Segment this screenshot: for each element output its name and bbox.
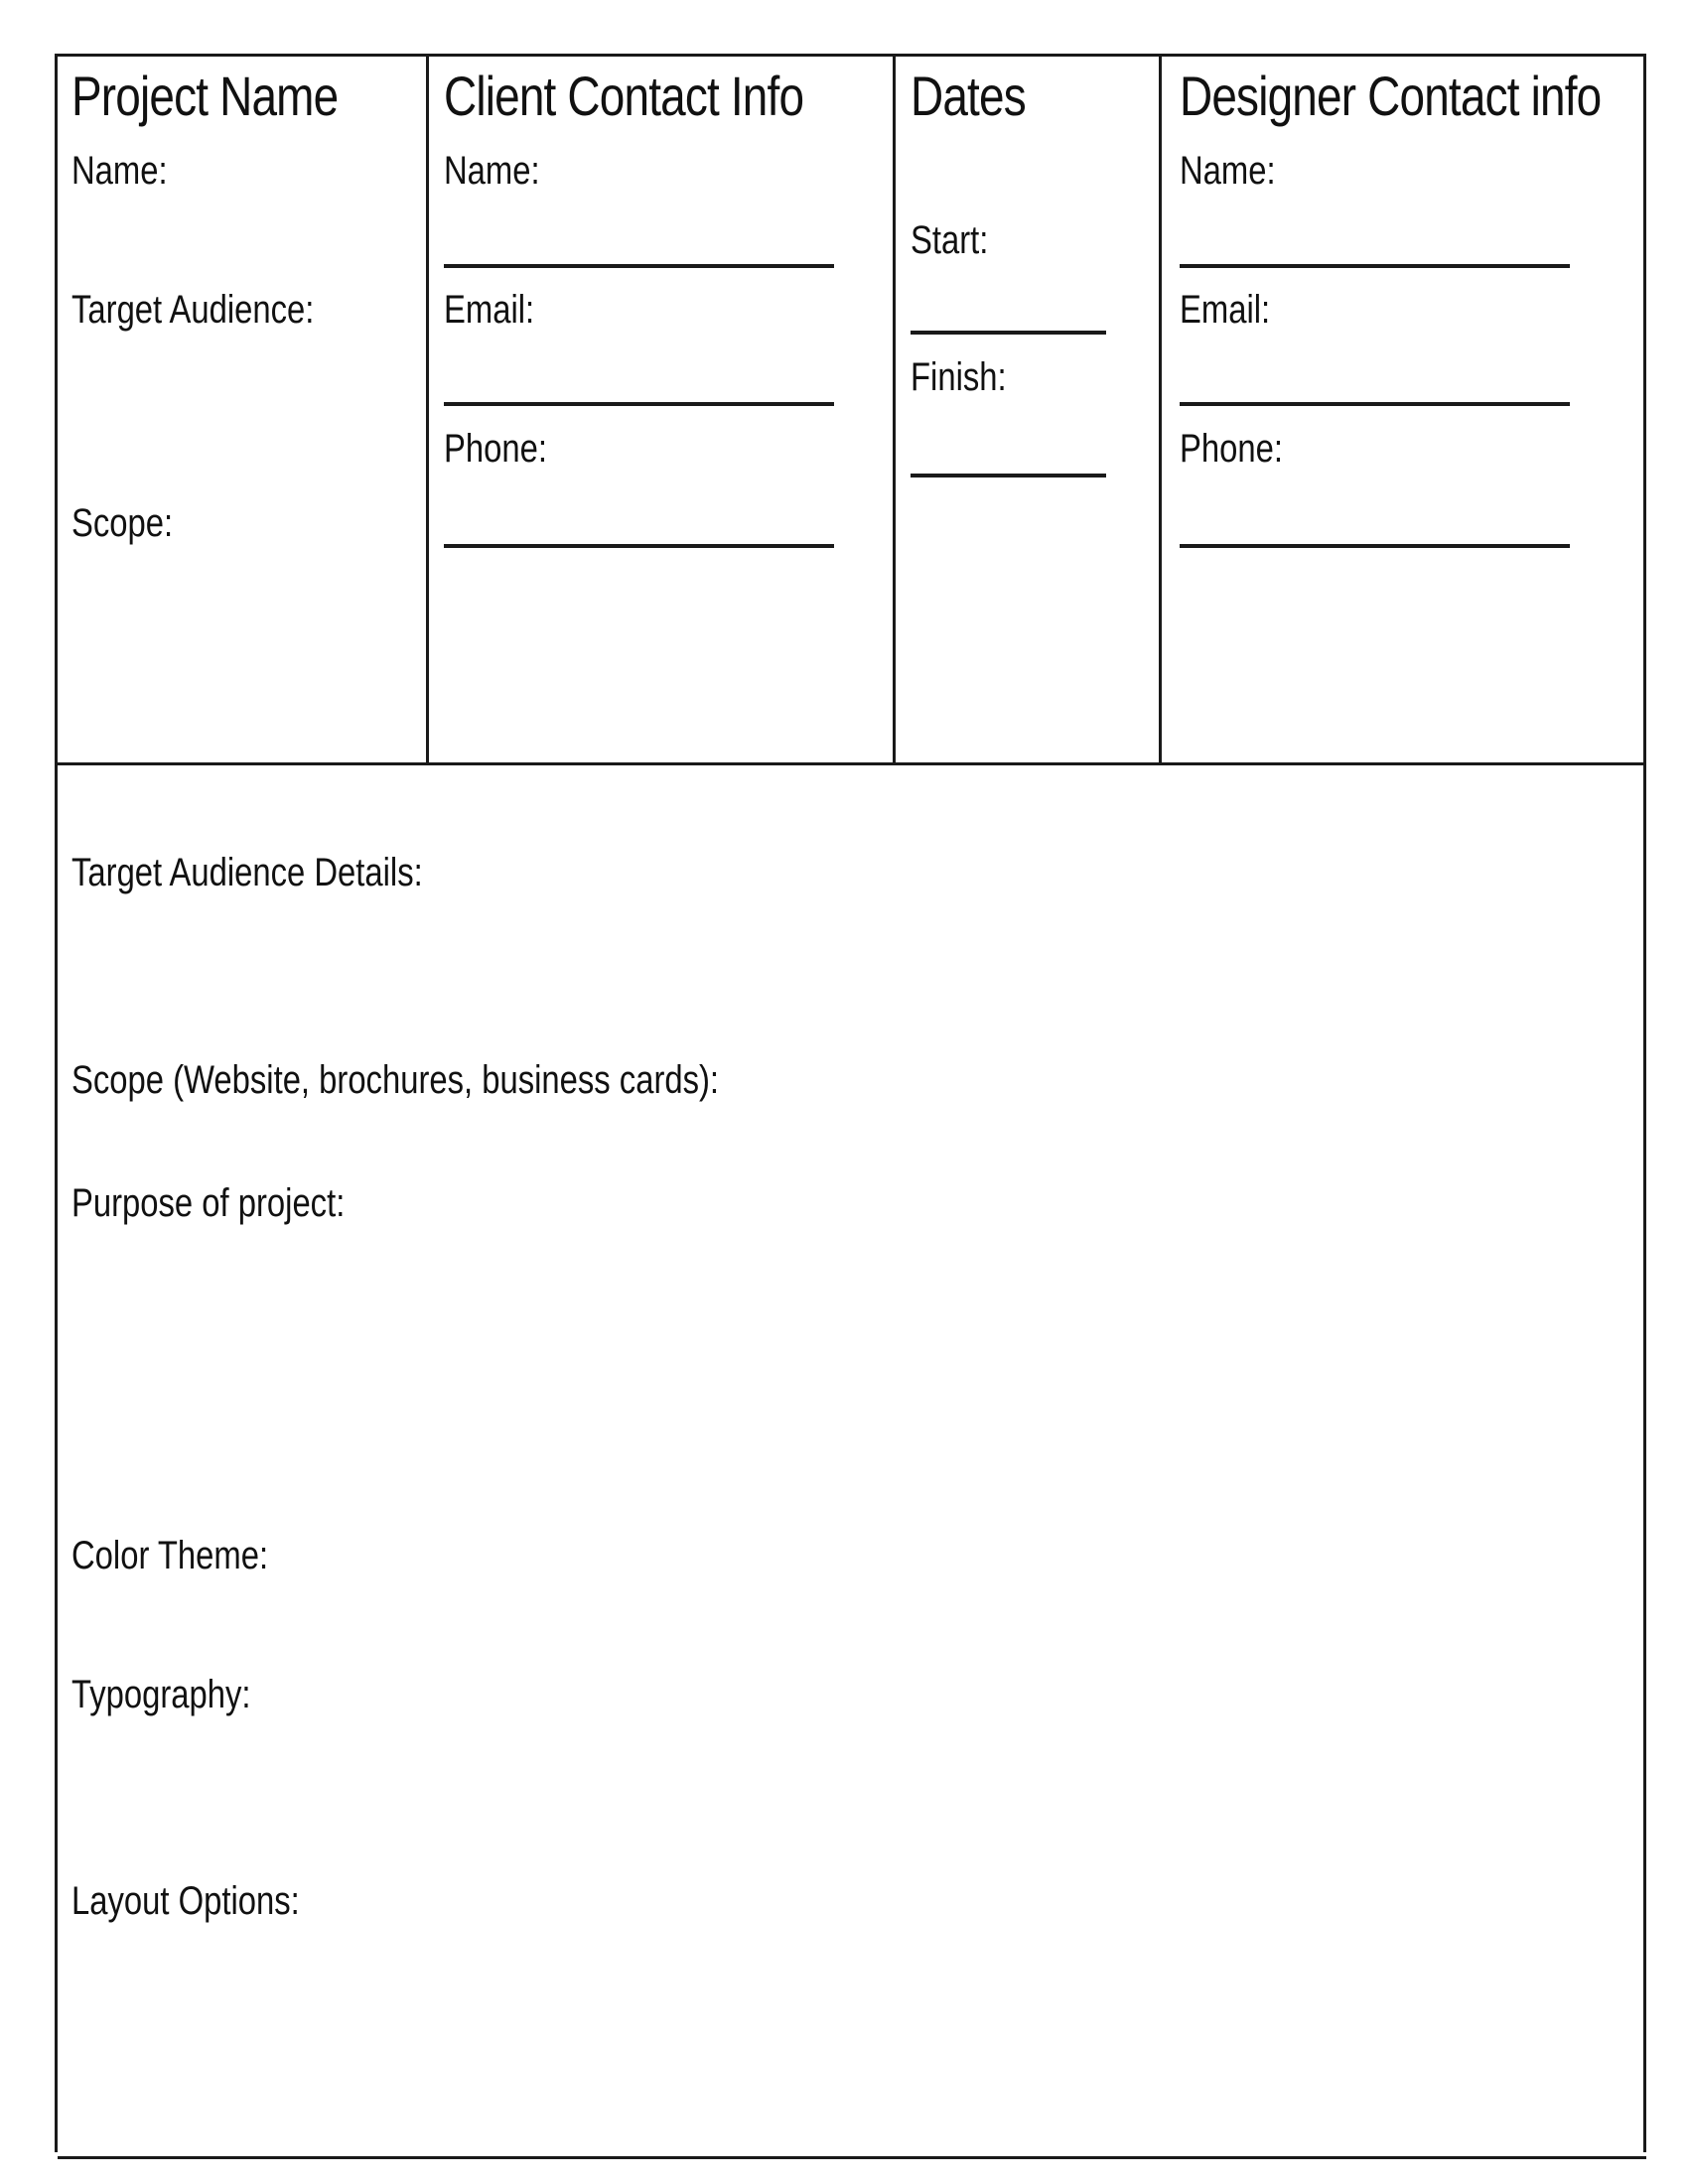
header-table	[55, 54, 1646, 765]
project-heading: Project Name	[71, 65, 339, 127]
color-theme-label: Color Theme:	[71, 1534, 269, 1577]
column-divider	[426, 54, 429, 765]
target-audience-details-label: Target Audience Details:	[71, 851, 423, 894]
purpose-label: Purpose of project:	[71, 1181, 346, 1225]
client-heading: Client Contact Info	[444, 65, 804, 127]
designer-name-label: Name:	[1180, 149, 1276, 193]
start-label: Start:	[911, 218, 989, 262]
scope-label: Scope:	[71, 501, 174, 545]
client-email-label: Email:	[444, 288, 535, 332]
client-email-field[interactable]	[444, 402, 834, 406]
typography-label: Typography:	[71, 1673, 251, 1716]
designer-heading: Designer Contact info	[1180, 65, 1602, 127]
scope-detail-label: Scope (Website, brochures, business cards):	[71, 1058, 720, 1102]
column-divider	[893, 54, 896, 765]
bottom-rule	[58, 2156, 1646, 2159]
designer-phone-label: Phone:	[1180, 427, 1283, 471]
dates-heading: Dates	[911, 65, 1026, 127]
client-phone-label: Phone:	[444, 427, 547, 471]
designer-email-label: Email:	[1180, 288, 1271, 332]
client-phone-field[interactable]	[444, 544, 834, 548]
designer-phone-field[interactable]	[1180, 544, 1570, 548]
target-audience-label: Target Audience:	[71, 288, 315, 332]
client-name-field[interactable]	[444, 264, 834, 268]
finish-date-field[interactable]	[911, 474, 1106, 478]
details-section	[55, 762, 1646, 2152]
layout-options-label: Layout Options:	[71, 1879, 300, 1923]
finish-label: Finish:	[911, 355, 1007, 399]
designer-email-field[interactable]	[1180, 402, 1570, 406]
client-name-label: Name:	[444, 149, 540, 193]
project-name-label: Name:	[71, 149, 168, 193]
start-date-field[interactable]	[911, 331, 1106, 335]
column-divider	[1159, 54, 1162, 765]
designer-name-field[interactable]	[1180, 264, 1570, 268]
